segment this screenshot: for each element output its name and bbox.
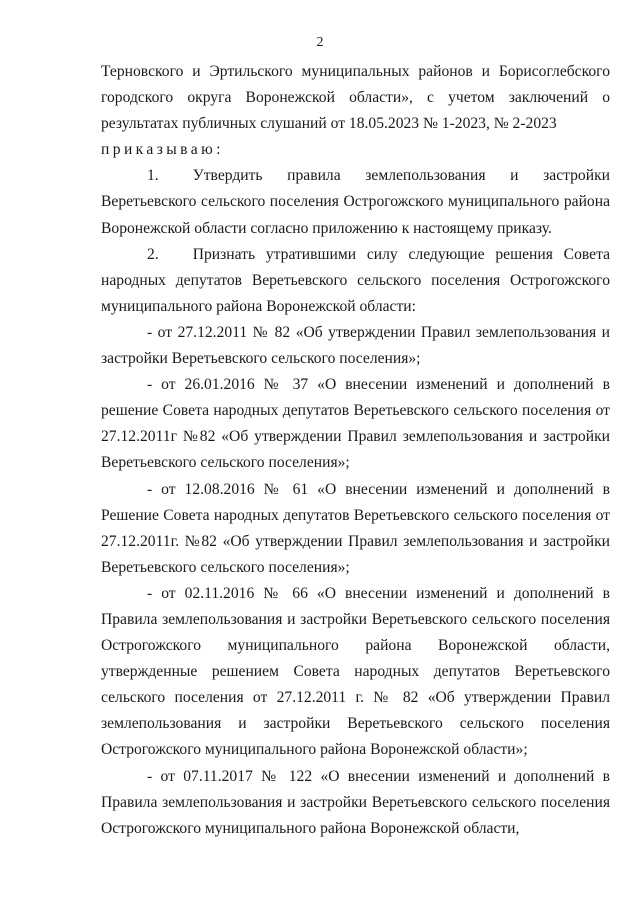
paragraph-item-1: 1. Утвердить правила землепользования и застройки Веретьевского сельского поселения Острогожского муниципального района Воронежской области согласно приложению к настоящему приказу. — [101, 167, 610, 237]
paragraph-repeal-3: - от 12.08.2016 № 61 «О внесении изменений и дополнений в Решение Совета народных депутатов Веретьевского сельского поселения от 27.12.2011г. №82 «Об утверждении Правил землепользования и застройки Веретьевского сельского поселения»; — [101, 480, 610, 576]
paragraph-repeal-5: - от 07.11.2017 № 122 «О внесении изменений и дополнений в Правила землепользования и застройки Веретьевского сельского поселения Острогожского муниципального района Воронежской области, — [101, 767, 610, 837]
paragraph-repeal-2: - от 26.01.2016 № 37 «О внесении изменений и дополнений в решение Совета народных депутатов Веретьевского сельского поселения от 27.12.2011г №82 «Об утверждении Правил землепользования и застройки Веретьевского сельского поселения»; — [101, 376, 610, 472]
page-number: 2 — [316, 35, 324, 50]
paragraph-item-2: 2. Признать утратившими силу следующие решения Совета народных депутатов Веретьевского сельского поселения Острогожского муниципального района Воронежской области: — [101, 245, 610, 315]
document-body — [101, 59, 610, 842]
paragraph-repeal-1: - от 27.12.2011 № 82 «Об утверждении Правил землепользования и застройки Веретьевского сельского поселения»; — [101, 323, 610, 368]
paragraph-order-word: приказываю: — [101, 141, 224, 159]
paragraph-preamble: Терновского и Эртильского муниципальных районов и Борисоглебского городского округа Воронежской области», с учетом заключений о результатах публичных слушаний от 18.05.2023 № 1-2023, № 2-2023 — [101, 63, 610, 133]
paragraph-repeal-4: - от 02.11.2016 № 66 «О внесении изменений и дополнений в Правила землепользования и застройки Веретьевского сельского поселения Острогожского муниципального района Воронежской области, утвержденные решением Совета народных депутатов Веретьевского сельского поселения от 27.12.2011 г. № 82 «Об утверждении Правил землепользования и застройки Веретьевского сельского поселения Острогожского муниципального района Воронежской области»; — [101, 584, 610, 759]
